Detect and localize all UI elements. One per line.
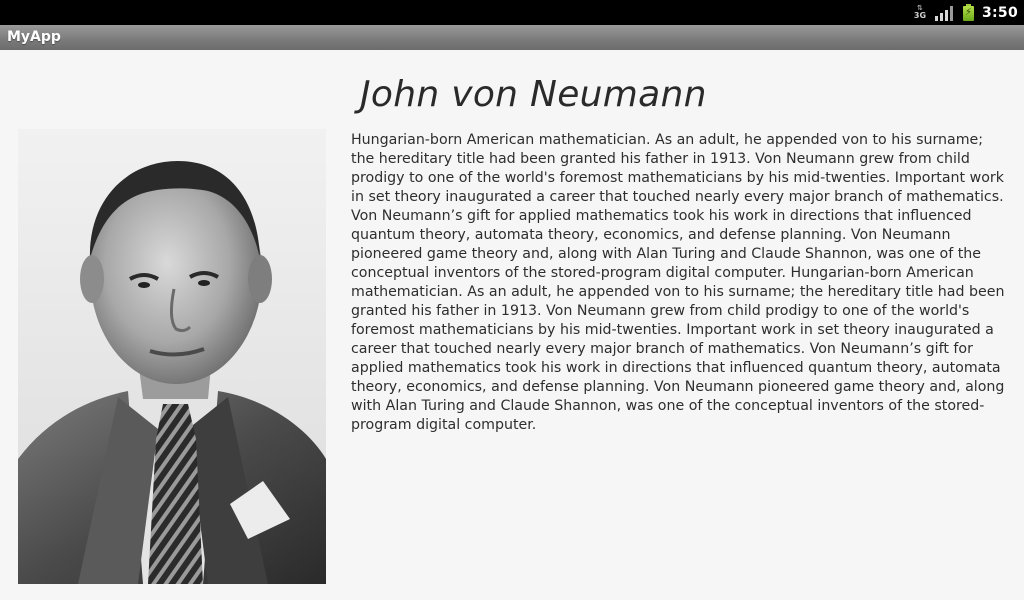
signal-strength-icon — [935, 5, 953, 21]
status-clock: 3:50 — [981, 4, 1018, 21]
app-title: MyApp — [7, 29, 61, 45]
app-title-bar — [0, 25, 1024, 50]
biography-text: Hungarian-born American mathematician. As an adult, he appended von to his surname; the hereditary title had been granted his father in 1913. Von Neumann grew from child prodigy to one of the world's foremost mathematicians by his mid-twenties. Important work in set theory inaugurated a career that touched nearly every major branch of mathematics. Von Neumann’s gift for applied mathematics took his work in directions that influenced quantum theory, automata theory, economics, and defense planning. Von Neumann pioneered game theory and, along with Alan Turing and Claude Shannon, was one of the conceptual inventors of the stored-program digital computer. Hungarian-born American mathematician. As an adult, he appended von to his surname; the hereditary title had been granted his father in 1913. Von Neumann grew from child prodigy to one of the world's foremost mathematicians by his mid-twenties. Important work in set theory inaugurated a career that touched nearly every major branch of mathematics. Von Neumann’s gift for applied mathematics took his work in directions that influenced quantum theory, automata theory, economics, and defense planning. Von Neumann pioneered game theory and, along with Alan Turing and Claude Shannon, was one of the conceptual inventors of the stored-program digital computer. — [351, 132, 1005, 433]
portrait-photo — [18, 129, 326, 584]
status-bar — [0, 0, 1024, 25]
person-name-heading: John von Neumann — [360, 74, 707, 115]
profile-content — [0, 50, 1024, 600]
status-icons — [913, 0, 1018, 25]
network-3g-icon: ⇅ 3G — [913, 3, 927, 20]
network-type-label: 3G — [913, 10, 927, 20]
battery-charging-icon: ⚡ — [963, 4, 974, 21]
portrait-illustration — [18, 129, 326, 584]
